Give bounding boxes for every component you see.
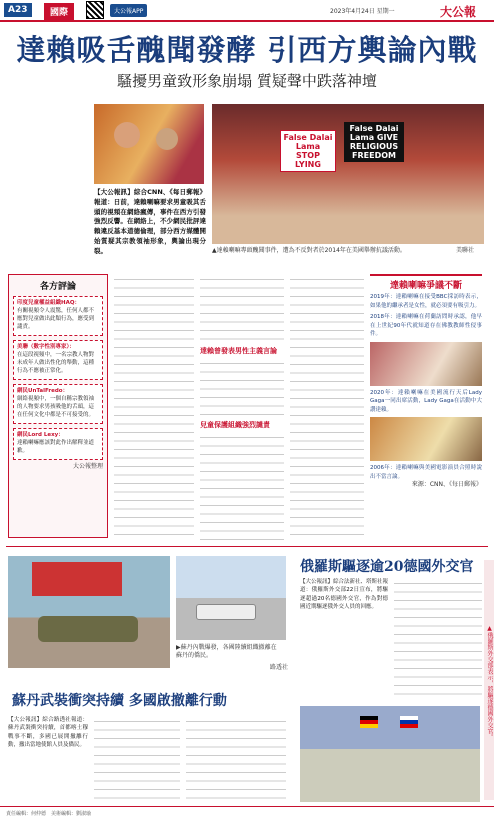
- comment-card-1: [13, 296, 103, 336]
- section-divider: [6, 546, 488, 547]
- subhead-male-remarks: 達賴曾發表男性主義言論: [200, 347, 277, 355]
- comment-label-2: 美聯（數字性別專家）：: [17, 343, 75, 350]
- car-shape: [196, 604, 256, 620]
- page-header: [0, 0, 494, 22]
- sudan-headline: 蘇丹武裝衝突持續 多國啟撤離行動: [12, 693, 227, 709]
- column-2-lines-bottom: [200, 432, 284, 542]
- sudan-photo-credit: 路透社: [270, 664, 289, 671]
- comment-text-4: 達賴喇嘛應該對此作出解釋並道歉。: [17, 439, 95, 454]
- page-number: A23: [4, 3, 32, 17]
- russia-lead: 【大公報訊】綜合法新社、塔斯社報道：俄羅斯外交部22日宣布，將驅逐超過20名德國外交官，作為對德國近期驅逐俄外交人員的回應。: [300, 579, 389, 610]
- app-tab[interactable]: 大公報APP: [110, 4, 147, 17]
- comment-card-3: [13, 384, 103, 424]
- sub-headline: 騷擾男童致形象崩塌 質疑聲中跌落神壇: [117, 72, 377, 90]
- russia-column-2: [394, 578, 482, 702]
- protest-sign-stop-lying: False Dalai Lama STOP LYING: [280, 130, 336, 172]
- comment-text-3: 網絡視頻中，一個自稱宗教領袖的人物要求男孩吸他的舌頭，這在任何文化中都是不可接受的。: [17, 395, 95, 418]
- billboard: [32, 562, 122, 596]
- controversy-item-4: 2006年：達賴喇嘛與美國電影演員合照時說出不當言論。: [370, 465, 482, 480]
- tank-shape: [38, 616, 138, 642]
- column-2-lines-top: [200, 274, 284, 344]
- article-column-1: [114, 274, 194, 538]
- controversy-credit: 來源：CNN、《每日郵報》: [411, 481, 482, 489]
- evacuation-photo: [176, 556, 286, 640]
- sudan-photo-caption: ▶蘇丹內戰爆發，各國陸續組織撤離在蘇丹的僑民。: [176, 644, 277, 659]
- comment-text-2: 在這段視頻中，一名宗教人物對未成年人做出性化的舉動，這種行為不應被正常化。: [17, 351, 95, 374]
- comment-card-2: [13, 340, 103, 380]
- german-flag: [360, 716, 378, 728]
- boy-figure: [156, 128, 178, 150]
- protest-photo-credit: 美聯社: [456, 247, 475, 254]
- protest-photo-caption: ▲達賴喇嘛專頭醜聞事件，遭為不反對者於2014年在美國舉辦抗議活動。: [212, 247, 406, 254]
- comment-text-1: 有關視頻令人震驚，任何人都不應對兒童做出此類行為，應受到譴責。: [17, 307, 95, 330]
- protest-sign-freedom: False Dalai Lama GIVE RELIGIOUS FREEDOM: [344, 122, 404, 162]
- comment-card-4: [13, 428, 103, 460]
- dalai-lama-photo: [94, 104, 204, 184]
- controversy-item-2: 2018年：達賴喇嘛在荷蘭訪問時承認，他早在上世紀90年代就知道存在佛教教師性侵事件。: [370, 314, 482, 338]
- tank-photo: [8, 556, 170, 668]
- comment-label-3: 網民UnTalFredo：: [17, 387, 69, 394]
- article-column-2: [200, 274, 284, 538]
- qr-code-icon[interactable]: [86, 1, 104, 19]
- subhead-child-protection: 兒童保護組織強烈譴責: [200, 421, 270, 429]
- page-footer: 責任編輯：何仲德 美術編輯：劉淑瑜: [0, 806, 494, 820]
- protest-photo: [212, 104, 484, 244]
- comments-box: [8, 274, 108, 538]
- controversy-item-3: 2020年：達賴喇嘛在美國流行天后Lady Gaga一同出席活動，Lady Gaga在活動中大讚達賴。: [370, 389, 482, 413]
- sudan-column-2: [94, 716, 180, 802]
- article-column-3: [290, 274, 364, 538]
- sudan-lead: 【大公報訊】綜合路透社報道：蘇丹武裝衝突持續，首都喀土穆戰事不斷，多國已展開撤離行動，撤出當地使館人員及僑民。: [8, 717, 88, 748]
- comments-title: 各方評論: [39, 282, 76, 292]
- main-headline: 達賴吸舌醜聞發酵 引西方輿論內戰: [16, 33, 478, 67]
- comment-label-1: 印度兒童權益組織HAQ：: [17, 300, 81, 306]
- controversy-box: [370, 274, 482, 538]
- comments-credit: 大公報整理: [72, 462, 103, 470]
- dalai-movie-photo: [370, 417, 482, 461]
- side-strip-caption: ▲俄羅斯外交部表示，將驅逐德國外交官。: [484, 560, 494, 800]
- controversy-title: 達賴喇嘛爭議不斷: [389, 281, 462, 291]
- column-2-lines-mid: [200, 358, 284, 418]
- comment-label-4: 網民Lord Lexy：: [17, 431, 64, 438]
- brand-logo: 大公報: [440, 5, 477, 19]
- sudan-column-3: [186, 716, 286, 802]
- controversy-item-1: 2019年：達賴喇嘛在接受BBC採訪時表示，如果他的繼承者是女性，就必須要有吸引力。: [370, 294, 482, 309]
- issue-date: 2023年4月24日 星期一: [330, 8, 395, 15]
- section-label: 國際: [44, 3, 74, 20]
- russian-flag: [400, 716, 418, 728]
- lead-paragraph: 【大公報訊】綜合CNN、《每日郵報》報道：日前，達賴喇嘛要求男童吸其舌頭的視頻在網絡瘋傳，事件在西方引發強烈反響。在網絡上，不少網民批評達賴違反基本道德倫理，部分西方媒體開始質疑其宗教領袖形象，輿論出現分裂。: [94, 188, 206, 255]
- embassy-photo: [300, 706, 480, 802]
- monk-figure: [114, 122, 140, 148]
- lady-gaga-photo: [370, 342, 482, 386]
- russia-headline: 俄羅斯驅逐逾20德國外交官: [300, 559, 474, 575]
